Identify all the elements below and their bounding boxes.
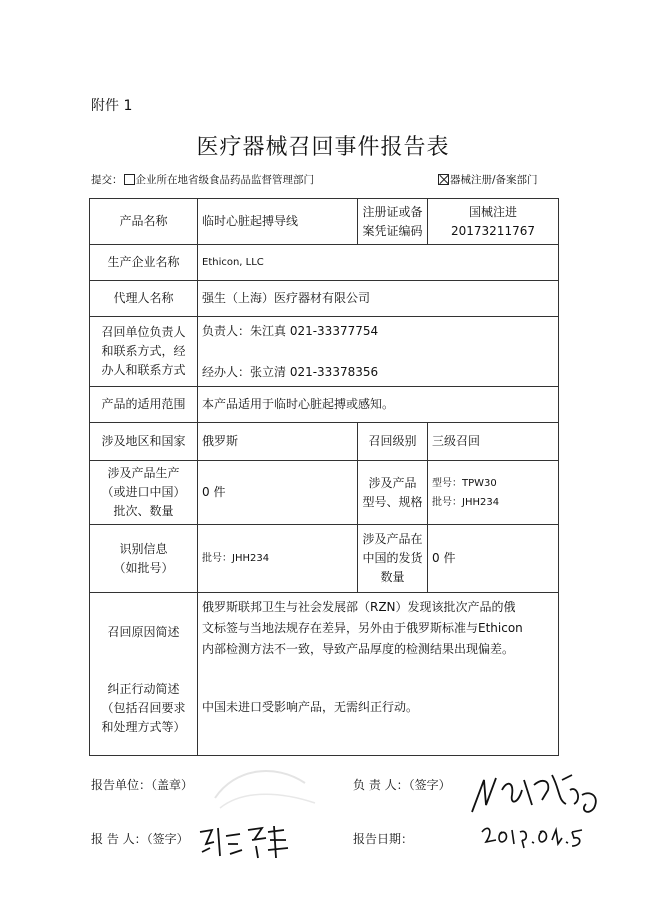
level-value: 三级召回	[428, 423, 559, 461]
reason-action-label	[90, 593, 198, 756]
level-label: 召回级别	[358, 423, 428, 461]
scope-label: 产品的适用范围	[90, 387, 198, 423]
attachment-label: 附件 1	[91, 98, 133, 114]
scope-value: 本产品适用于临时心脏起搏或感知。	[198, 387, 559, 423]
checkbox-province[interactable]	[124, 174, 135, 185]
reg-cert-value: 国械注进 20173211767	[428, 199, 559, 245]
recall-report-table	[89, 198, 559, 756]
batch-label: 涉及产品生产 （或进口中国） 批次、数量	[90, 461, 198, 525]
product-name-value: 临时心脏起搏导线	[198, 199, 358, 245]
reason-text: 俄罗斯联邦卫生与社会发展部（RZN）发现该批次产品的俄 文标签与当地法规存在差异，另外由于俄罗斯标准与Ethicon 内部检测方法不一致，导致产品厚度的检测结果出现偏差。	[202, 600, 523, 656]
responsible-person: 负责人：朱江真 021-33377754	[202, 323, 379, 338]
region-value: 俄罗斯	[198, 423, 358, 461]
checkbox-registration[interactable]	[438, 174, 449, 185]
reporter-sign-label: 报 告 人：（签字）	[91, 832, 189, 846]
model-label: 涉及产品 型号、规格	[358, 461, 428, 525]
reg-cert-label: 注册证或备 案凭证编码	[358, 199, 428, 245]
agent-value: 强生（上海）医疗器材有限公司	[198, 281, 559, 317]
reason-action-value	[198, 593, 559, 756]
agent-label: 代理人名称	[90, 281, 198, 317]
action-label: 纠正行动简述 （包括召回要求 和处理方式等）	[101, 682, 186, 734]
responsible-signature	[462, 760, 612, 820]
report-date-label: 报告日期：	[353, 832, 414, 846]
reporter-signature	[196, 818, 296, 862]
ship-label: 涉及产品在 中国的发货 数量	[358, 525, 428, 593]
id-label: 识别信息 （如批号）	[90, 525, 198, 593]
product-name-label: 产品名称	[90, 199, 198, 245]
submit-option-registration-label: 器械注册/备案部门	[450, 174, 538, 186]
manufacturer-value: Ethicon, LLC	[198, 245, 559, 281]
reason-label: 召回原因简述	[107, 625, 180, 639]
region-label: 涉及地区和国家	[90, 423, 198, 461]
responsible-sign-label: 负 责 人：（签字）	[353, 778, 451, 792]
contact-label: 召回单位负责人 和联系方式，经 办人和联系方式	[90, 317, 198, 387]
contact-value	[198, 317, 559, 387]
id-value: 批号：JHH234	[198, 525, 358, 593]
ship-qty-value: 0 件	[428, 525, 559, 593]
manufacturer-label: 生产企业名称	[90, 245, 198, 281]
submit-option-province: 企业所在地省级食品药品监督管理部门	[135, 174, 314, 186]
model-value: 型号：TPW30 批号：JHH234	[428, 461, 559, 525]
report-unit-label: 报告单位：（盖章）	[91, 778, 194, 792]
action-text: 中国未进口受影响产品，无需纠正行动。	[202, 700, 419, 714]
faint-stamp-mark	[205, 758, 325, 818]
submit-prefix: 提交：	[91, 174, 123, 186]
handler-person: 经办人：张立清 021-33378356	[202, 364, 379, 379]
form-title: 医疗器械召回事件报告表	[196, 135, 450, 160]
submit-row	[91, 172, 551, 188]
batch-qty-value: 0 件	[198, 461, 358, 525]
submit-option-registration	[437, 172, 538, 187]
handwritten-date	[478, 820, 588, 856]
